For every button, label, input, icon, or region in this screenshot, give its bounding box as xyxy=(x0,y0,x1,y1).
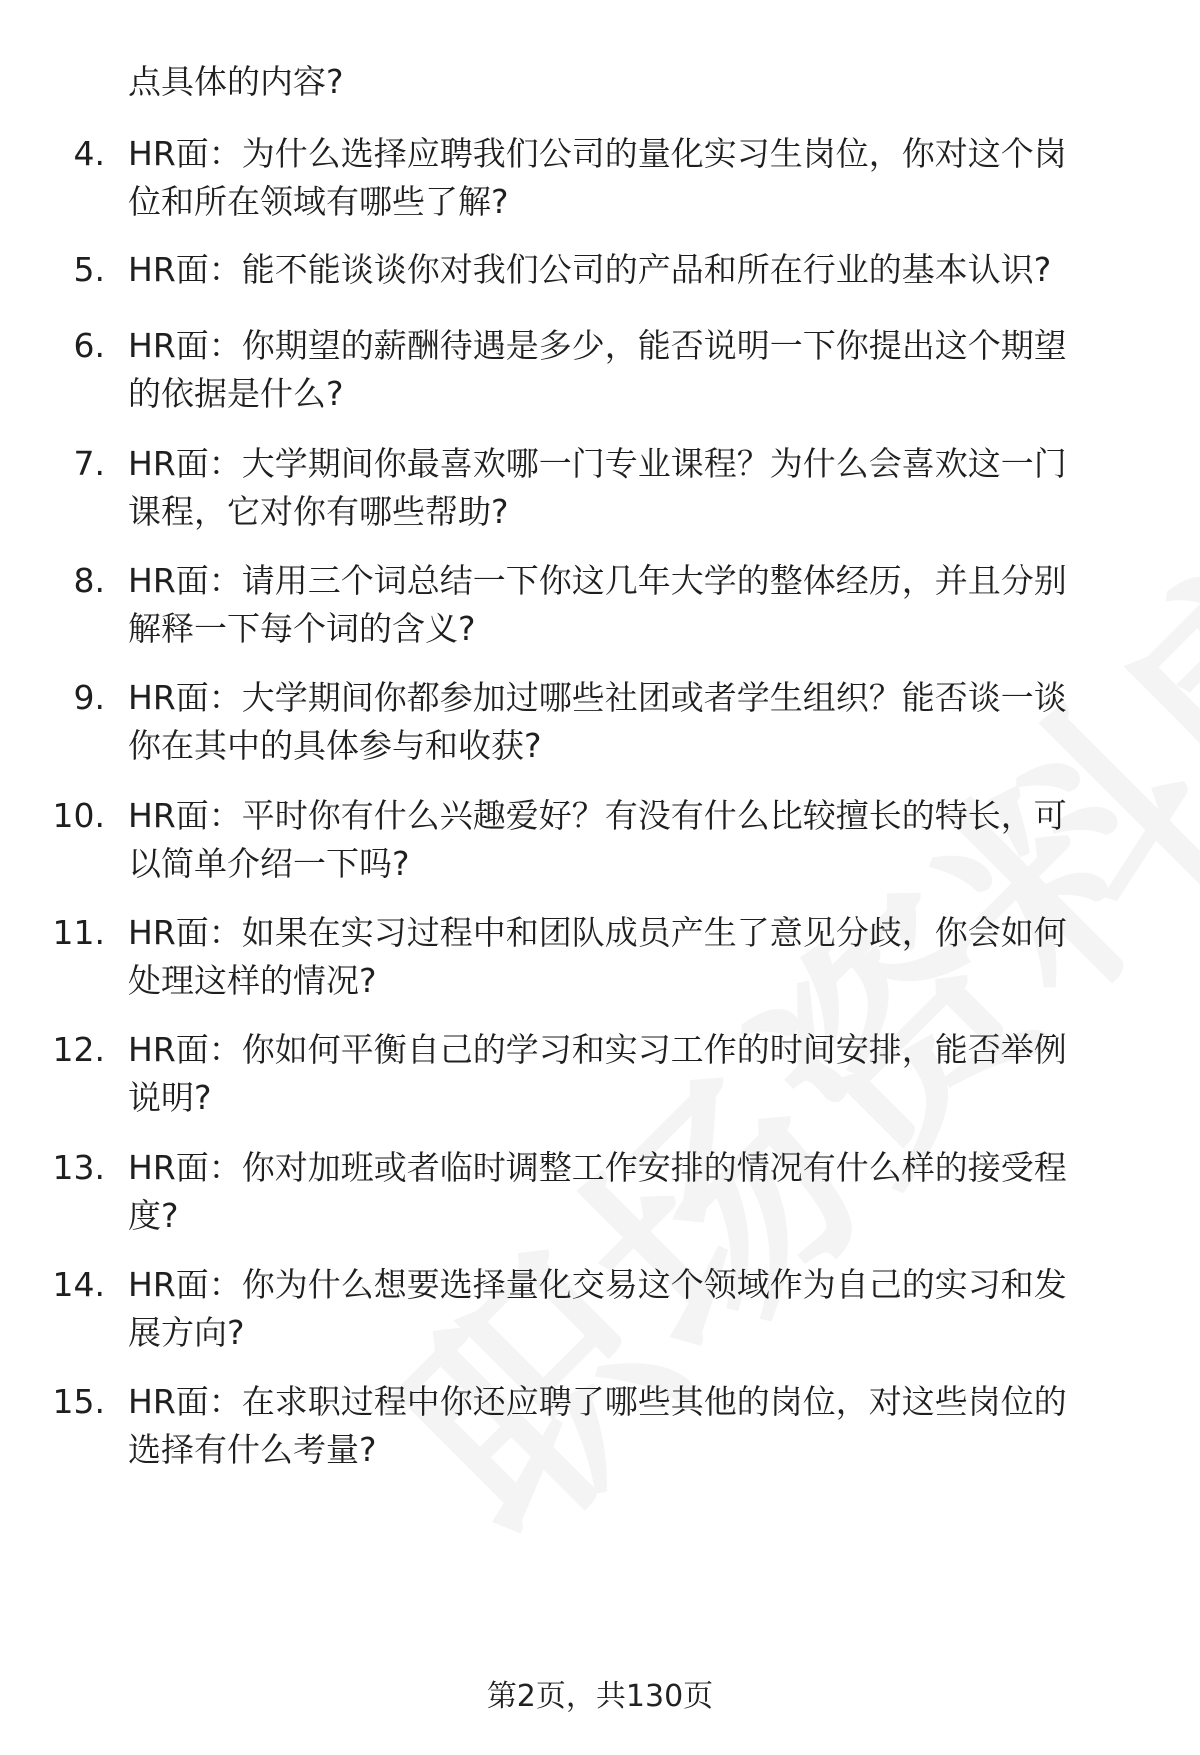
question-line: 解释一下每个词的含义? xyxy=(128,609,476,648)
question-number: 4. xyxy=(73,134,105,173)
question-line: HR面：为什么选择应聘我们公司的量化实习生岗位，你对这个岗 xyxy=(128,134,1067,173)
question-line: HR面：能不能谈谈你对我们公司的产品和所在行业的基本认识? xyxy=(128,250,1052,289)
question-text xyxy=(128,440,1158,536)
question-text xyxy=(128,909,1158,1005)
question-line: 以简单介绍一下吗? xyxy=(128,844,410,883)
question-text xyxy=(128,246,1158,294)
question-line: HR面：请用三个词总结一下你这几年大学的整体经历，并且分别 xyxy=(128,561,1067,600)
question-number: 7. xyxy=(73,444,105,483)
question-text xyxy=(128,1144,1158,1240)
question-text xyxy=(128,322,1158,418)
question-number: 9. xyxy=(73,678,105,717)
question-line: HR面：你对加班或者临时调整工作安排的情况有什么样的接受程 xyxy=(128,1148,1067,1187)
question-line: 说明? xyxy=(128,1078,212,1117)
question-line: 的依据是什么? xyxy=(128,374,344,413)
question-line: 课程，它对你有哪些帮助? xyxy=(128,492,509,531)
question-number: 13. xyxy=(52,1148,105,1187)
question-line: 你在其中的具体参与和收获? xyxy=(128,726,542,765)
page-footer: 第2页，共130页 xyxy=(486,1679,714,1714)
question-number: 8. xyxy=(73,561,105,600)
question-line: 度? xyxy=(128,1196,179,1235)
question-line: 位和所在领域有哪些了解? xyxy=(128,182,509,221)
question-text xyxy=(128,1026,1158,1122)
question-number: 12. xyxy=(52,1030,105,1069)
question-number: 15. xyxy=(52,1382,105,1421)
question-number: 10. xyxy=(52,796,105,835)
question-line: HR面：平时你有什么兴趣爱好？有没有什么比较擅长的特长，可 xyxy=(128,796,1067,835)
question-text xyxy=(128,1378,1158,1474)
question-line: HR面：你期望的薪酬待遇是多少，能否说明一下你提出这个期望 xyxy=(128,326,1067,365)
question-number: 14. xyxy=(52,1265,105,1304)
question-text xyxy=(128,674,1158,770)
question-line: HR面：大学期间你最喜欢哪一门专业课程？为什么会喜欢这一门 xyxy=(128,444,1067,483)
question-line: 展方向? xyxy=(128,1313,245,1352)
question-line: 选择有什么考量? xyxy=(128,1430,377,1469)
question-line: HR面：你为什么想要选择量化交易这个领域作为自己的实习和发 xyxy=(128,1265,1067,1304)
question-line: HR面：大学期间你都参加过哪些社团或者学生组织？能否谈一谈 xyxy=(128,678,1067,717)
question-text xyxy=(128,130,1158,226)
question-number: 11. xyxy=(52,913,105,952)
question-line: HR面：在求职过程中你还应聘了哪些其他的岗位，对这些岗位的 xyxy=(128,1382,1067,1421)
question-text xyxy=(128,792,1158,888)
question-line: HR面：如果在实习过程中和团队成员产生了意见分歧，你会如何 xyxy=(128,913,1067,952)
question-number: 6. xyxy=(73,326,105,365)
continuation-line: 点具体的内容? xyxy=(128,62,344,101)
question-number: 5. xyxy=(73,250,105,289)
question-line: HR面：你如何平衡自己的学习和实习工作的时间安排，能否举例 xyxy=(128,1030,1067,1069)
question-text xyxy=(128,1261,1158,1357)
question-text xyxy=(128,557,1158,653)
question-line: 处理这样的情况? xyxy=(128,961,377,1000)
